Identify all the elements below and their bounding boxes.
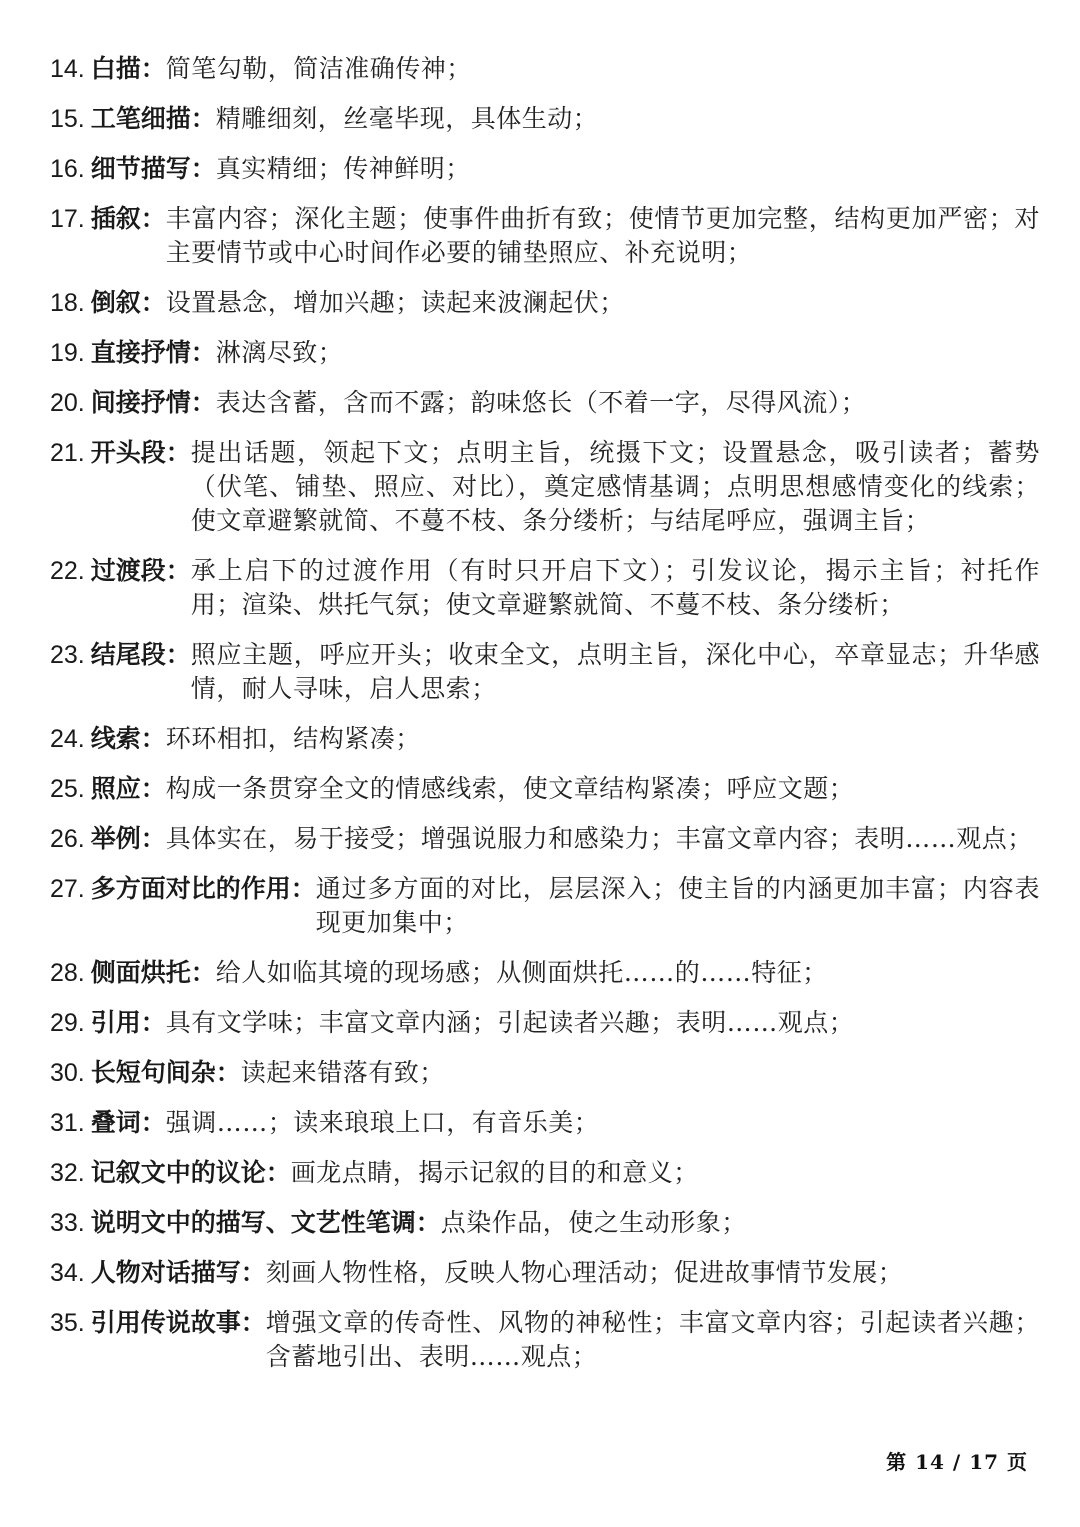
item-heading bbox=[50, 554, 191, 588]
item-term: 照应： bbox=[90, 775, 166, 803]
item-term: 多方面对比的作用： bbox=[90, 875, 316, 903]
item-term: 引用传说故事： bbox=[90, 1309, 266, 1337]
list-item bbox=[50, 102, 1040, 136]
item-heading bbox=[50, 1106, 166, 1140]
item-term: 工笔细描： bbox=[90, 105, 216, 133]
item-number: 31. bbox=[50, 1109, 85, 1137]
item-heading bbox=[50, 152, 216, 186]
item-number: 16. bbox=[50, 155, 85, 183]
list-item bbox=[50, 1256, 1040, 1290]
item-number: 17. bbox=[50, 205, 85, 233]
list-item bbox=[50, 638, 1040, 706]
list-item bbox=[50, 772, 1040, 806]
item-description: 点染作品，使之生动形象； bbox=[440, 1208, 747, 1237]
item-description: 刻画人物性格，反映人物心理活动；促进故事情节发展； bbox=[265, 1258, 904, 1287]
item-number: 14. bbox=[50, 55, 85, 83]
item-number: 24. bbox=[50, 725, 85, 753]
item-heading bbox=[50, 1306, 266, 1340]
item-heading bbox=[50, 822, 166, 856]
item-description: 承上启下的过渡作用（有时只开启下文）；引发议论，揭示主旨；衬托作用；渲染、烘托气氛；使文章避繁就简、不蔓不枝、条分缕析； bbox=[190, 556, 1040, 619]
item-heading bbox=[50, 336, 216, 370]
item-heading bbox=[50, 436, 191, 470]
item-heading bbox=[50, 1056, 241, 1090]
item-heading bbox=[50, 638, 191, 672]
item-description: 真实精细；传神鲜明； bbox=[215, 154, 471, 183]
item-heading bbox=[50, 286, 166, 320]
item-term: 举例： bbox=[90, 825, 166, 853]
list-item bbox=[50, 956, 1040, 990]
item-number: 23. bbox=[50, 641, 85, 669]
item-description: 丰富内容；深化主题；使事件曲折有致；使情节更加完整，结构更加严密；对主要情节或中心时间作必要的铺垫照应、补充说明； bbox=[165, 204, 1040, 267]
item-number: 20. bbox=[50, 389, 85, 417]
item-heading bbox=[50, 1006, 166, 1040]
item-number: 27. bbox=[50, 875, 85, 903]
item-heading bbox=[50, 1156, 291, 1190]
item-heading bbox=[50, 1206, 441, 1240]
item-number: 25. bbox=[50, 775, 85, 803]
item-number: 21. bbox=[50, 439, 85, 467]
item-term: 细节描写： bbox=[90, 155, 216, 183]
list-item bbox=[50, 386, 1040, 420]
item-heading bbox=[50, 1256, 266, 1290]
list-item bbox=[50, 872, 1040, 940]
list-item bbox=[50, 1006, 1040, 1040]
item-description: 构成一条贯穿全文的情感线索，使文章结构紧凑；呼应文题； bbox=[165, 774, 855, 803]
item-description: 精雕细刻，丝毫毕现，具体生动； bbox=[215, 104, 599, 133]
item-heading bbox=[50, 956, 216, 990]
list-item bbox=[50, 202, 1040, 270]
item-term: 人物对话描写： bbox=[90, 1259, 266, 1287]
item-heading bbox=[50, 102, 216, 136]
list-item bbox=[50, 1056, 1040, 1090]
list-item bbox=[50, 722, 1040, 756]
list-item bbox=[50, 554, 1040, 622]
item-description: 读起来错落有致； bbox=[240, 1058, 445, 1087]
item-heading bbox=[50, 772, 166, 806]
list-item bbox=[50, 1156, 1040, 1190]
item-description: 简笔勾勒，简洁准确传神； bbox=[165, 54, 472, 83]
item-term: 长短句间杂： bbox=[90, 1059, 241, 1087]
document-page bbox=[50, 52, 1040, 1390]
item-number: 28. bbox=[50, 959, 85, 987]
item-number: 29. bbox=[50, 1009, 85, 1037]
item-term: 直接抒情： bbox=[90, 339, 216, 367]
item-term: 开头段： bbox=[90, 439, 191, 467]
item-number: 35. bbox=[50, 1309, 85, 1337]
list-item bbox=[50, 822, 1040, 856]
item-description: 具有文学味；丰富文章内涵；引起读者兴趣；表明……观点； bbox=[165, 1008, 855, 1037]
page-number: 第 14 / 17 页 bbox=[886, 1450, 1028, 1474]
list-item bbox=[50, 286, 1040, 320]
list-item bbox=[50, 52, 1040, 86]
item-number: 15. bbox=[50, 105, 85, 133]
item-heading bbox=[50, 202, 166, 236]
item-number: 19. bbox=[50, 339, 85, 367]
list-item bbox=[50, 1106, 1040, 1140]
item-number: 30. bbox=[50, 1059, 85, 1087]
item-description: 通过多方面的对比，层层深入；使主旨的内涵更加丰富；内容表现更加集中； bbox=[315, 874, 1040, 937]
item-description: 淋漓尽致； bbox=[215, 338, 344, 367]
item-term: 记叙文中的议论： bbox=[90, 1159, 291, 1187]
list-item bbox=[50, 336, 1040, 370]
item-term: 侧面烘托： bbox=[90, 959, 216, 987]
list-item bbox=[50, 436, 1040, 538]
item-description: 具体实在，易于接受；增强说服力和感染力；丰富文章内容；表明……观点； bbox=[165, 824, 1033, 853]
item-term: 白描： bbox=[90, 55, 166, 83]
list-item bbox=[50, 1206, 1040, 1240]
item-description: 环环相扣，结构紧凑； bbox=[165, 724, 421, 753]
item-term: 叠词： bbox=[90, 1109, 166, 1137]
item-heading bbox=[50, 386, 216, 420]
item-description: 表达含蓄，含而不露；韵味悠长（不着一字，尽得风流）； bbox=[215, 388, 867, 417]
item-term: 过渡段： bbox=[90, 557, 191, 585]
list-item bbox=[50, 152, 1040, 186]
item-term: 说明文中的描写、文艺性笔调： bbox=[90, 1209, 441, 1237]
item-number: 26. bbox=[50, 825, 85, 853]
item-number: 34. bbox=[50, 1259, 85, 1287]
item-number: 33. bbox=[50, 1209, 85, 1237]
item-description: 提出话题，领起下文；点明主旨，统摄下文；设置悬念，吸引读者；蓄势（伏笔、铺垫、照应、对比），奠定感情基调；点明思想感情变化的线索；使文章避繁就简、不蔓不枝、条分缕析；与结尾呼应，强调主旨； bbox=[190, 438, 1040, 535]
item-number: 18. bbox=[50, 289, 85, 317]
list-item bbox=[50, 1306, 1040, 1374]
item-number: 32. bbox=[50, 1159, 85, 1187]
item-description: 照应主题，呼应开头；收束全文，点明主旨，深化中心，卒章显志；升华感情，耐人寻味，启人思索； bbox=[190, 640, 1040, 703]
item-description: 增强文章的传奇性、风物的神秘性；丰富文章内容；引起读者兴趣；含蓄地引出、表明……观点； bbox=[265, 1308, 1040, 1371]
item-description: 设置悬念，增加兴趣；读起来波澜起伏； bbox=[165, 288, 625, 317]
item-description: 给人如临其境的现场感；从侧面烘托……的……特征； bbox=[215, 958, 828, 987]
item-heading bbox=[50, 872, 316, 906]
item-heading bbox=[50, 722, 166, 756]
item-number: 22. bbox=[50, 557, 85, 585]
item-term: 线索： bbox=[90, 725, 166, 753]
item-term: 倒叙： bbox=[90, 289, 166, 317]
item-description: 画龙点睛，揭示记叙的目的和意义； bbox=[290, 1158, 699, 1187]
item-description: 强调……；读来琅琅上口，有音乐美； bbox=[165, 1108, 600, 1137]
item-term: 间接抒情： bbox=[90, 389, 216, 417]
item-term: 插叙： bbox=[90, 205, 166, 233]
item-term: 引用： bbox=[90, 1009, 166, 1037]
item-term: 结尾段： bbox=[90, 641, 191, 669]
item-heading bbox=[50, 52, 166, 86]
